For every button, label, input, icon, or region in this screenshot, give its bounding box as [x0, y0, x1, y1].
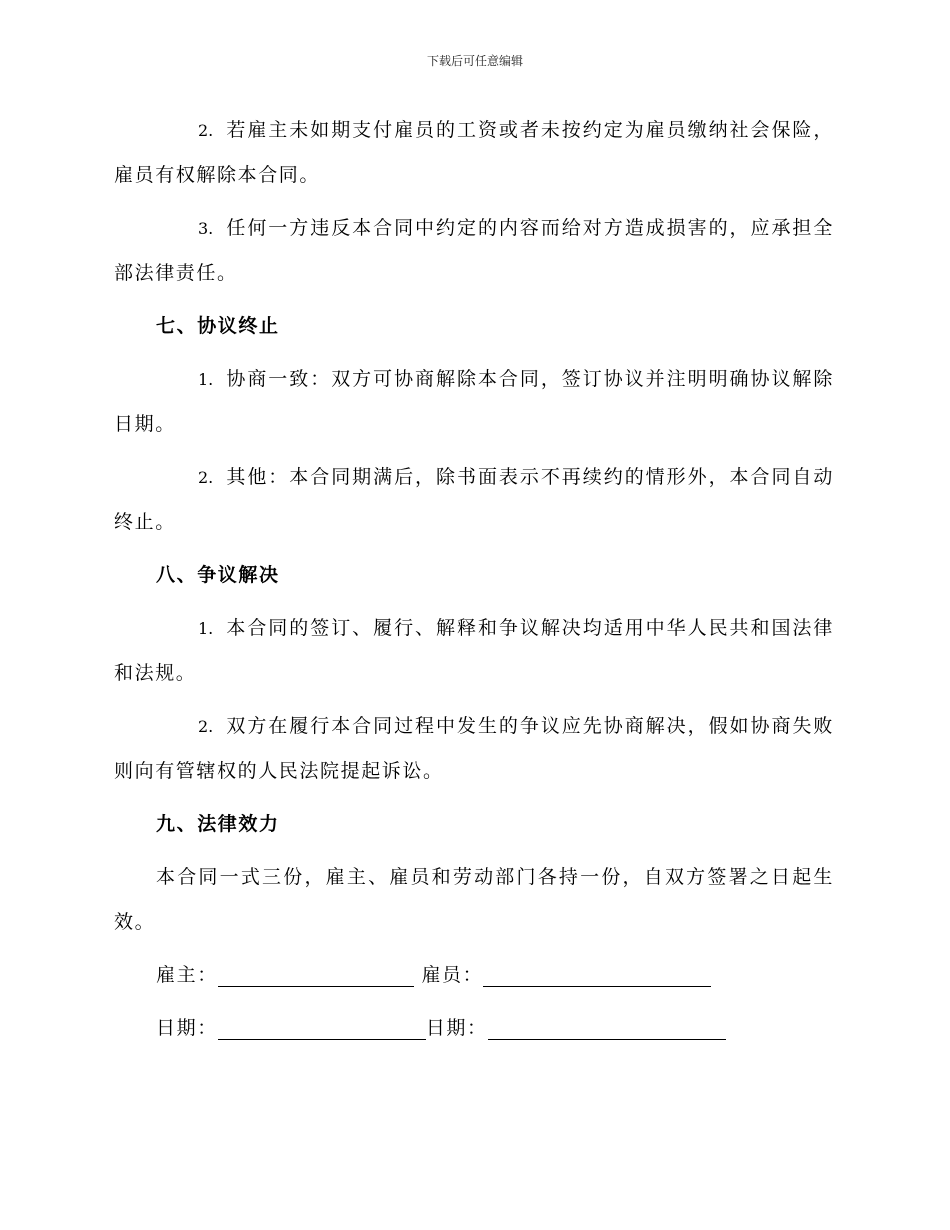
clause-number: 1.: [198, 370, 214, 389]
employee-signature-line[interactable]: [483, 960, 711, 987]
clause-text: 其他：本合同期满后，除书面表示不再续约的情形外，本合同自动终止。: [114, 466, 834, 533]
employee-label: 雇员：: [421, 964, 484, 986]
document-body: [114, 108, 834, 1059]
date-row: [114, 1006, 834, 1051]
employer-signature-line[interactable]: [218, 960, 414, 987]
clause-number: 3.: [198, 219, 214, 238]
clause-number: 2.: [198, 468, 214, 487]
employer-date-line[interactable]: [218, 1013, 426, 1040]
clause-text: 协商一致：双方可协商解除本合同，签订协议并注明明确协议解除日期。: [114, 368, 834, 435]
clause-number: 2.: [198, 717, 214, 736]
legal-effect-text: [114, 855, 834, 945]
employee-date-line[interactable]: [488, 1013, 726, 1040]
employer-label: 雇主：: [156, 964, 218, 986]
section-heading-legal-effect: 九、法律效力: [156, 813, 280, 835]
clause-number: 2.: [198, 121, 214, 140]
section-heading-termination: 七、协议终止: [156, 315, 280, 337]
section-heading-dispute: 八、争议解决: [156, 564, 280, 586]
clause-text: 任何一方违反本合同中约定的内容而给对方造成损害的，应承担全部法律责任。: [114, 217, 834, 284]
clause-8-2: [114, 704, 834, 794]
employee-date-label: 日期：: [425, 1017, 488, 1039]
clause-text: 本合同的签订、履行、解释和争议解决均适用中华人民共和国法律和法规。: [114, 617, 834, 684]
clause-7-1: [114, 357, 834, 447]
clause-6-3: [114, 206, 834, 296]
header-note: 下载后可任意编辑: [426, 54, 523, 68]
clause-text: 若雇主未如期支付雇员的工资或者未按约定为雇员缴纳社会保险，雇员有权解除本合同。: [114, 119, 834, 186]
clause-text: 本合同一式三份，雇主、雇员和劳动部门各持一份，自双方签署之日起生效。: [114, 866, 834, 933]
employer-date-label: 日期：: [156, 1017, 218, 1039]
clause-7-2: [114, 455, 834, 545]
clause-8-1: [114, 606, 834, 696]
clause-text: 双方在履行本合同过程中发生的争议应先协商解决，假如协商失败则向有管辖权的人民法院提起诉讼。: [114, 715, 834, 782]
signature-row: [114, 953, 834, 998]
clause-6-2: [114, 108, 834, 198]
clause-number: 1.: [198, 619, 214, 638]
